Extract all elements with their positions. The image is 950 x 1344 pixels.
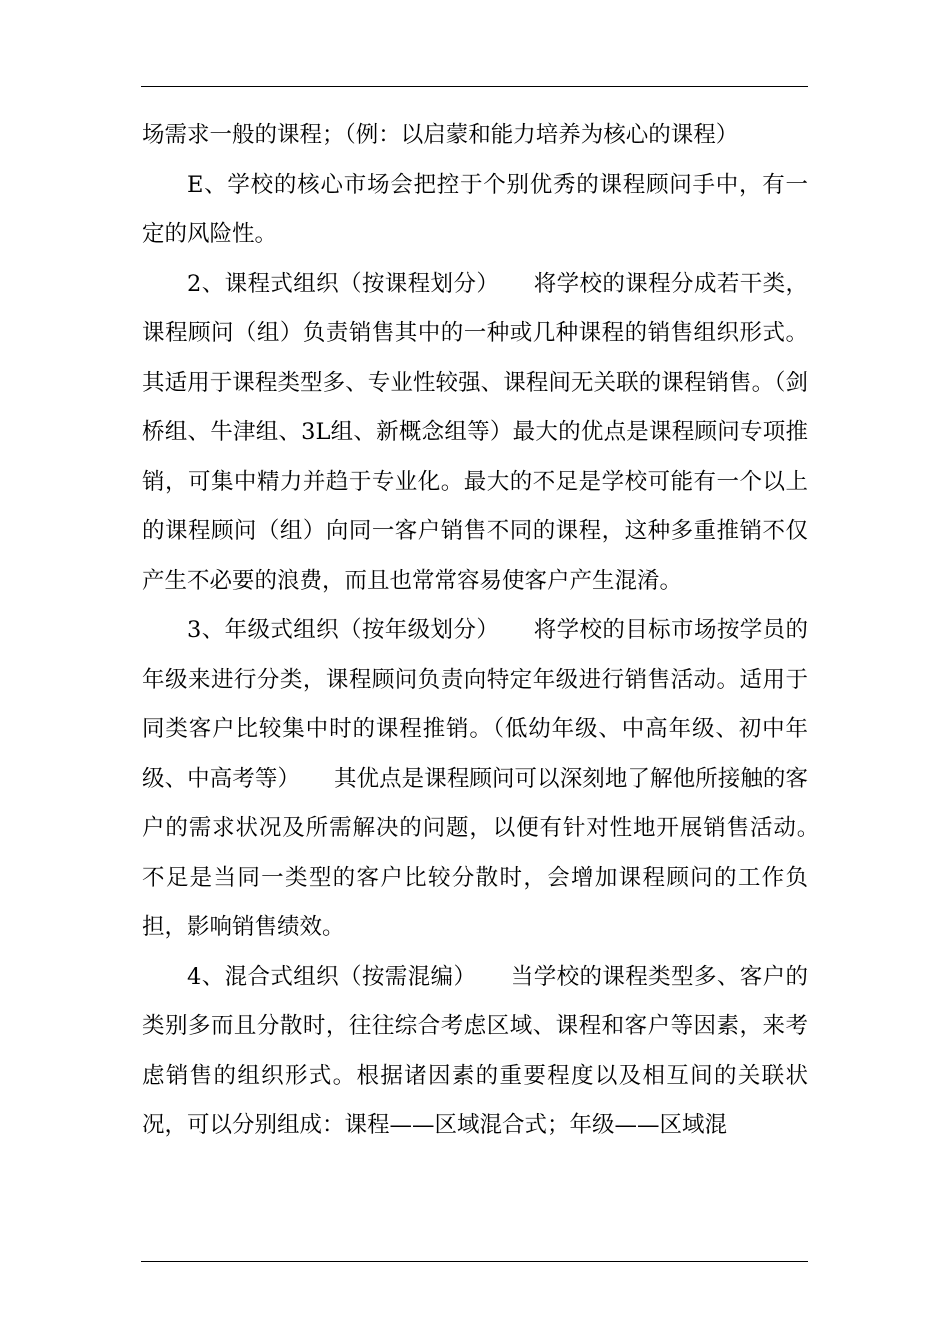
- paragraph-continuation: 场需求一般的课程；（例：以启蒙和能力培养为核心的课程）: [142, 122, 739, 148]
- paragraph-item-e: E、学校的核心市场会把控于个别优秀的课程顾问手中，有一定的风险性。: [142, 171, 808, 247]
- paragraph-mixed-organization: 4、混合式组织（按需混编） 当学校的课程类型多、客户的类别多而且分散时，往往综合考虑区域、课程和客户等因素，来考虑销售的组织形式。根据诸因素的重要程度以及相互间的关联状况，可以分别组成：课程——区域混合式；年级——区域混: [142, 963, 808, 1138]
- document-body: [142, 111, 854, 1151]
- paragraph-grade-organization: 3、年级式组织（按年级划分） 将学校的目标市场按学员的年级来进行分类，课程顾问负责向特定年级进行销售活动。适用于同类客户比较集中时的课程推销。（低幼年级、中高年级、初中年级、中高考等） 其优点是课程顾问可以深刻地了解他所接触的客户的需求状况及所需解决的问题，以便有针对性地开展销售活动。 不足是当同一类型的客户比较分散时，会增加课程顾问的工作负担，影响销售绩效。: [142, 617, 854, 940]
- paragraph-course-organization: 2、课程式组织（按课程划分） 将学校的课程分成若干类，课程顾问（组）负责销售其中的一种或几种课程的销售组织形式。其适用于课程类型多、专业性较强、课程间无关联的课程销售。（剑桥组、牛津组、3L组、新概念组等）最大的优点是课程顾问专项推销，可集中精力并趋于专业化。最大的不足是学校可能有一个以上的课程顾问（组）向同一客户销售不同的课程，这种多重推销不仅产生不必要的浪费，而且也常常容易使客户产生混淆。: [142, 270, 808, 594]
- header-rule: [141, 86, 808, 87]
- footer-rule: [141, 1261, 808, 1262]
